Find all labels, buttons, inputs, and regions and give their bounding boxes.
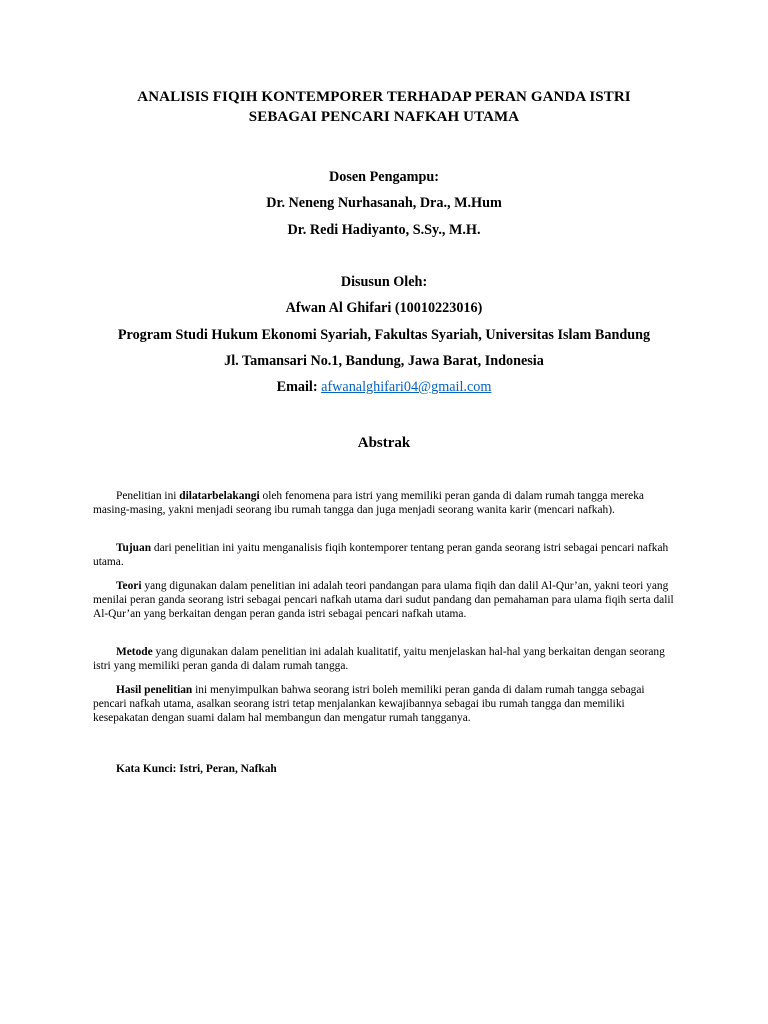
- paragraph-text: yang digunakan dalam penelitian ini adalah teori pandangan para ulama fiqih dan dalil Al-Qur’an, yakni teori yang menilai peran ganda seorang istri sebagai pencari nafkah utama dari sudut pandang dan pemahaman para ulama fiqih serta dalil Al-Qur’an yang berkaitan dengan peran ganda istri sebagai pencari nafkah utama.: [93, 580, 674, 620]
- author-email-line: [40, 378, 728, 396]
- paragraph-text: yang digunakan dalam penelitian ini adalah kualitatif, yaitu menjelaskan hal-hal yang berkaitan dengan seorang istri yang memiliki peran ganda di dalam rumah tangga.: [93, 646, 665, 672]
- author-address: Jl. Tamansari No.1, Bandung, Jawa Barat, Indonesia: [224, 353, 544, 369]
- abstract-heading: Abstrak: [357, 435, 411, 451]
- author-program: Program Studi Hukum Ekonomi Syariah, Fakultas Syariah, Universitas Islam Bandung: [117, 327, 651, 343]
- email-link[interactable]: afwanalghifari04@gmail.com: [321, 379, 492, 395]
- supervisor-name-2: Dr. Redi Hadiyanto, S.Sy., M.H.: [287, 222, 481, 238]
- author-name: Afwan Al Ghifari (10010223016): [285, 300, 483, 316]
- paragraph-text: ini menyimpulkan bahwa seorang istri boleh memiliki peran ganda di dalam rumah tangga sebagai pencari nafkah utama, asalkan seorang istri tetap menjalankan kewajibannya sebagai ibu rumah tangga dan memiliki kesepakatan dengan suami dalam hal membangun dan mengatur rumah tangganya.: [93, 684, 645, 724]
- paper-title-line-2: SEBAGAI PENCARI NAFKAH UTAMA: [248, 109, 520, 125]
- keywords: Kata Kunci: Istri, Peran, Nafkah: [116, 763, 277, 775]
- author-heading: Disusun Oleh:: [340, 274, 428, 290]
- paragraph-keyword: Metode: [116, 646, 153, 658]
- paragraph-keyword: Tujuan: [116, 542, 152, 554]
- paragraph-keyword: Hasil penelitian: [116, 684, 193, 696]
- paragraph-text: Penelitian ini: [116, 490, 180, 502]
- supervisor-name-1: Dr. Neneng Nurhasanah, Dra., M.Hum: [266, 195, 502, 211]
- abstract-paragraph-results: [93, 684, 677, 725]
- paragraph-keyword: Teori: [116, 580, 142, 592]
- abstract-paragraph-background: [93, 490, 677, 518]
- email-label: Email:: [276, 379, 318, 395]
- abstract-paragraph-purpose: [93, 542, 677, 570]
- paper-title-line-1: ANALISIS FIQIH KONTEMPORER TERHADAP PERAN GANDA ISTRI: [137, 89, 631, 105]
- abstract-paragraph-theory: [93, 580, 677, 621]
- abstract-paragraph-method: [93, 646, 677, 674]
- paragraph-keyword: dilatarbelakangi: [179, 490, 260, 502]
- paragraph-text: dari penelitian ini yaitu menganalisis fiqih kontemporer tentang peran ganda seorang istri sebagai pencari nafkah utama.: [93, 542, 669, 568]
- supervisors-heading: Dosen Pengampu:: [329, 169, 439, 185]
- paper-title: [60, 87, 708, 127]
- paragraph-text: oleh fenomena para istri yang memiliki peran ganda di dalam rumah tangga mereka masing-masing, yakni menjadi seorang ibu rumah tangga dan juga menjadi seorang wanita karir (mencari nafkah).: [93, 490, 644, 516]
